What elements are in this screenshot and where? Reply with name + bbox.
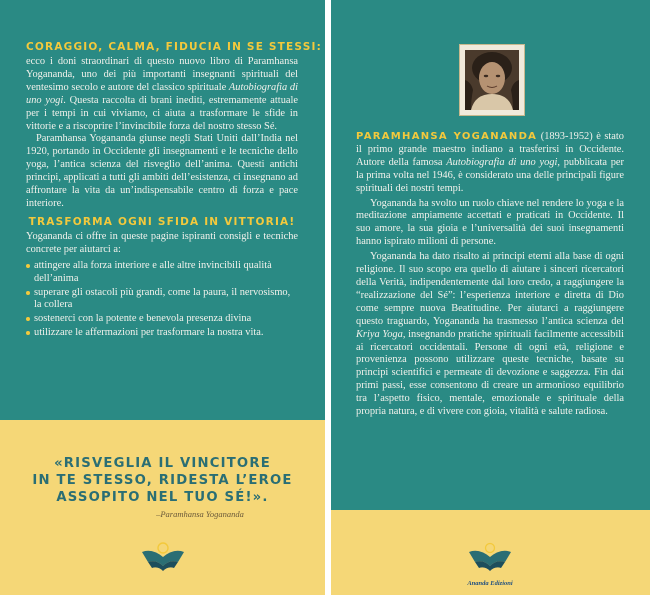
- offer-paragraph: Yogananda ci offre in queste pagine ispiranti consigli e tecniche concrete per aiutarci a:: [26, 230, 298, 255]
- back-cover-text: [26, 41, 322, 341]
- quote-attribution: –Paramhansa Yogananda: [156, 509, 244, 519]
- quote-line: IN TE STESSO, RIDESTA L’EROE: [32, 473, 293, 488]
- bio-paragraph: Yogananda ha dato risalto ai principi eterni alla base di ogni religione. Il suo scopo era quello di aiutare i sinceri ricercatori della Verità, indipendentemente dal loro credo, a raggiungere la “realizzazione del Sé”: l’esperienza interiore e diretta di Dio come sempre nuova Beatitudine. Per aiutarci a raggiungere questo traguardo, Yogananda ha trasmesso l’antica scienza del Kriya Yoga, insegnando pratiche spirituali facilmente accessibili ai ricercatori occidentali. Persone di ogni età, religione e provenienza possono utilizzare queste tecniche, basate su principi scientifici e permeate di devozione e saggezza. Fin dai primi passi, esse consentono di creare un armonioso equilibrio tra l’aspetto fisico, mentale, emozionale e spirituale della propria natura, e di vivere con gioia, vitalità e salute radiosa.: [356, 251, 624, 418]
- author-name: PARAMHANSA YOGANANDA: [356, 131, 538, 142]
- author-flap-panel: [331, 0, 650, 595]
- bio-paragraph: [356, 131, 624, 196]
- heading-trasforma: TRASFORMA OGNI SFIDA IN VITTORIA!: [28, 215, 296, 228]
- publisher-name: Ananda Edizioni: [467, 580, 513, 587]
- quote-line: ASSOPITO NEL TUO SÉ!».: [56, 490, 269, 505]
- benefits-list: [26, 260, 298, 340]
- publisher-logo: [465, 542, 515, 586]
- author-portrait: [459, 44, 525, 116]
- quote-line: «RISVEGLIA IL VINCITORE: [54, 456, 271, 471]
- intro-paragraph: ecco i doni straordinari di questo nuovo libro di Paramhansa Yogananda, uno dei più importanti insegnanti spirituali del ventesimo secolo e autore del classico spirituale Autobiografia di uno yogi. Questa raccolta di brani inediti, estremamente attuale per i tempi in cui viviamo, ci aiuta a trasformare le sfide in vittorie e a riscoprire l’invincibile forza del nostro stesso Sé.: [26, 56, 299, 132]
- publisher-book-icon: [140, 540, 186, 576]
- bio-text: (1893-1952) è stato il primo grande maestro indiano a trasferirsi in Occidente. Autore della famosa Autobiografia di uno yogi, pubblicata per la prima volta nel 1946, è considerato una delle principali figure spirituali dei nostri tempi.: [356, 131, 624, 194]
- list-item: sostenerci con la potente e benevola presenza divina: [26, 313, 298, 326]
- pull-quote: [0, 455, 325, 519]
- author-bio: [356, 131, 624, 419]
- history-paragraph: Paramhansa Yogananda giunse negli Stati Uniti dall’India nel 1920, portando in Occidente gli insegnamenti e le tecniche dello yoga, l’antica scienza del risveglio dell’anima. Questi antichi principi, applicati a tutti gli ambiti dell’esistenza, ci insegnano ad affrontare la vita da un’indispensabile centro di forza e pace interiore.: [26, 133, 298, 209]
- publisher-book-icon: [467, 542, 513, 574]
- bio-paragraph: Yogananda ha svolto un ruolo chiave nel rendere lo yoga e la meditazione ampiamente accettati e praticati in Occidente. Il suo amore, la sua gioia e l’universalità dei suoi insegnamenti hanno ispirato milioni di persone.: [356, 197, 624, 248]
- list-item: superare gli ostacoli più grandi, come la paura, il nervosismo, la collera: [26, 287, 298, 313]
- portrait-photo: [465, 50, 519, 110]
- list-item: utilizzare le affermazioni per trasformare la nostra vita.: [26, 327, 298, 340]
- heading-coraggio: CORAGGIO, CALMA, FIDUCIA IN SE STESSI:: [26, 41, 322, 53]
- list-item: attingere alla forza interiore e alle altre invincibili qualità dell’anima: [26, 260, 298, 286]
